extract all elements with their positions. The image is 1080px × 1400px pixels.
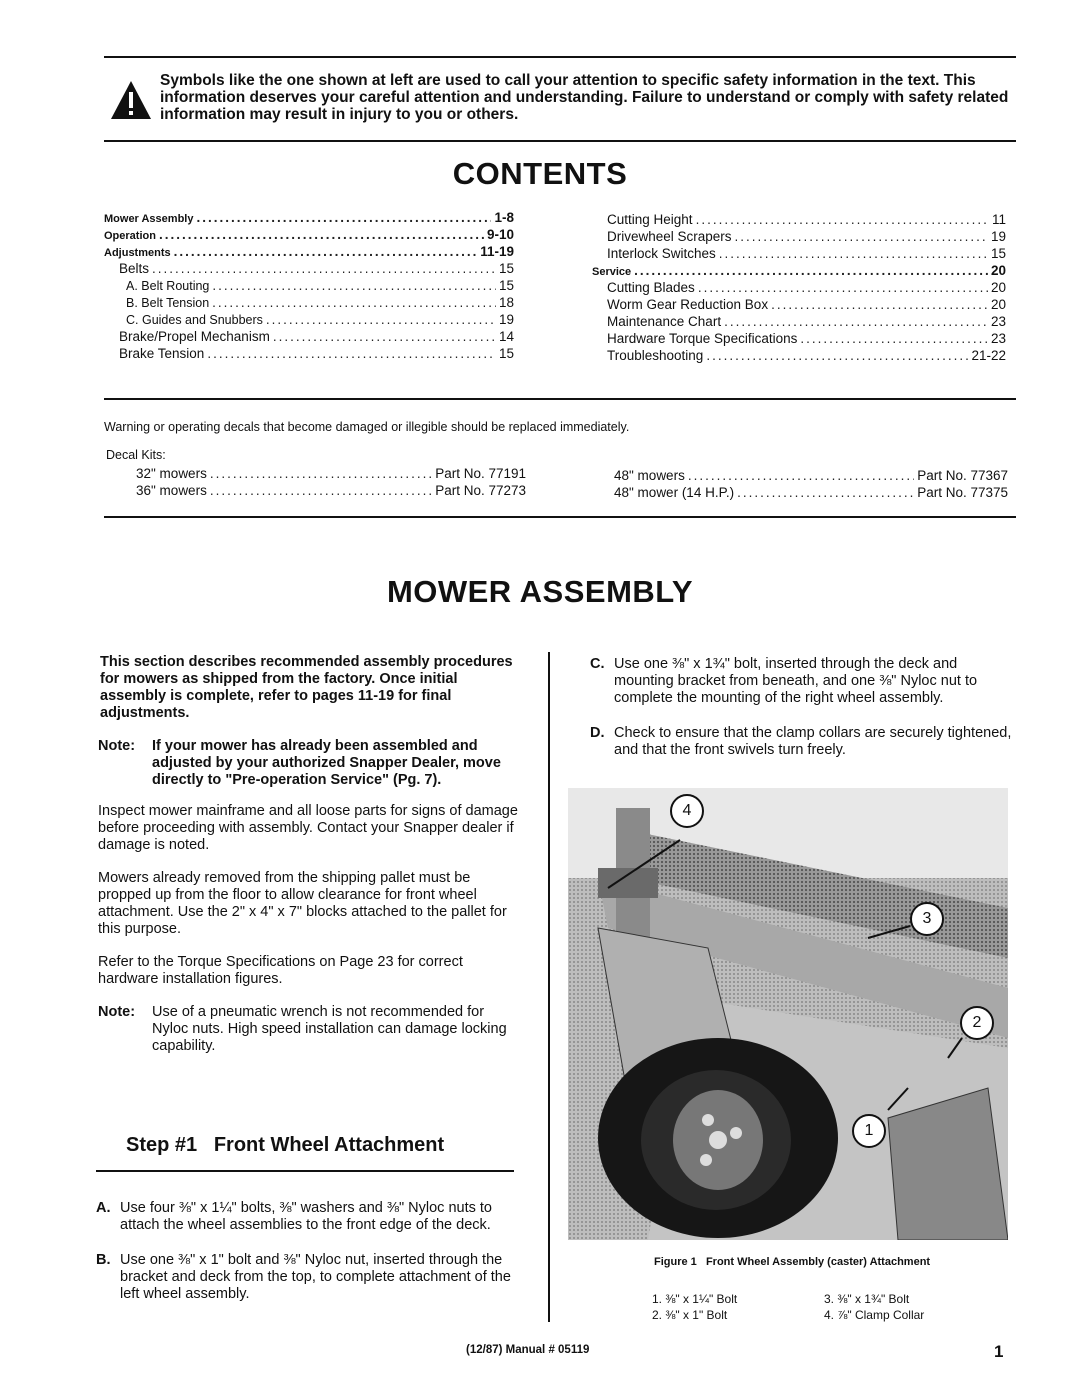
toc-entry — [592, 212, 1006, 229]
entry-label: Mower Assembly — [104, 213, 194, 225]
leader-dots — [724, 314, 988, 329]
entry-page: Part No. 77375 — [917, 485, 1008, 500]
toc-entry — [592, 229, 1006, 246]
part-item: 3. ⅜" x 1¾" Bolt — [824, 1292, 910, 1306]
toc-entry — [104, 278, 514, 295]
step-title: Step #1 Front Wheel Attachment — [126, 1134, 445, 1156]
figure-photo — [568, 788, 1008, 1240]
toc-left — [104, 210, 514, 363]
leader-dots — [800, 331, 988, 346]
entry-page: Part No. 77273 — [435, 483, 526, 498]
leader-dots — [196, 210, 491, 225]
entry-label: 48" mower (14 H.P.) — [614, 485, 735, 500]
toc-entry — [614, 485, 1008, 502]
leader-dots — [152, 261, 496, 276]
toc-entry — [592, 331, 1006, 348]
toc-entry — [592, 297, 1006, 314]
leader-dots — [771, 297, 988, 312]
step-letter: B. — [96, 1252, 111, 1268]
step-text: Use one ⅜" x 1¾" bolt, inserted through the deck and mounting bracket from beneath, and one ⅜" Nyloc nut to complete the mounting of the right wheel assembly. — [614, 656, 978, 706]
decal-warning: Warning or operating decals that become damaged or illegible should be replaced immediately. — [104, 420, 630, 434]
step-d — [590, 725, 1014, 759]
step-a — [96, 1200, 516, 1234]
toc-entry — [104, 244, 514, 261]
step-b — [96, 1252, 516, 1303]
entry-label: 48" mowers — [614, 468, 685, 483]
leader-dots — [719, 246, 988, 261]
entry-page: 23 — [990, 331, 1006, 346]
top-rule — [104, 56, 1016, 58]
paragraph-torque: Refer to the Torque Specifications on Page 23 for correct hardware installation figures. — [98, 954, 463, 987]
entry-page: 18 — [498, 295, 514, 310]
leader-dots — [210, 466, 432, 481]
toc-entry — [592, 280, 1006, 297]
callout-1: 1 — [852, 1114, 886, 1148]
assembly-title: MOWER ASSEMBLY — [386, 574, 694, 609]
step-text: Use four ⅜" x 1¼" bolts, ⅜" washers and ⅜" Nyloc nuts to attach the wheel assemblies to the front edge of the deck. — [120, 1200, 492, 1233]
leader-dots — [273, 329, 496, 344]
part-item: 4. ⅞" Clamp Collar — [824, 1308, 925, 1322]
part-item: 1. ⅜" x 1¼" Bolt — [652, 1292, 738, 1306]
entry-page: 21-22 — [971, 348, 1006, 363]
steps-left — [96, 1200, 516, 1303]
steps-right — [590, 656, 1014, 759]
entry-label: Operation — [104, 230, 156, 242]
leader-dots — [212, 278, 496, 293]
toc-entry — [104, 261, 514, 278]
entry-page: 15 — [498, 346, 514, 361]
toc-entry — [592, 246, 1006, 263]
leader-dots — [706, 348, 968, 363]
contents-rule — [104, 398, 1016, 400]
toc-entry — [104, 295, 514, 312]
entry-label: Cutting Blades — [607, 280, 695, 295]
entry-label: Adjustments — [104, 247, 171, 259]
figure-caption: Figure 1 Front Wheel Assembly (caster) Attachment — [654, 1256, 931, 1268]
entry-label: Drivewheel Scrapers — [607, 229, 732, 244]
entry-label: Troubleshooting — [607, 348, 704, 363]
left-column — [98, 654, 520, 1055]
safety-rule — [104, 140, 1016, 142]
safety-notice: Symbols like the one shown at left are used to call your attention to specific safety information in the text. This information deserves your careful attention and understanding. Failure to understand or comply with safety related information may result in injury to you or others. — [160, 72, 1009, 123]
entry-label: Worm Gear Reduction Box — [607, 297, 769, 312]
contents-title: CONTENTS — [452, 156, 628, 191]
entry-label: Belts — [119, 261, 150, 276]
decal-list-right — [614, 468, 1008, 502]
part-item: 2. ⅜" x 1" Bolt — [652, 1308, 728, 1322]
callout-3: 3 — [910, 902, 944, 936]
entry-label: 36" mowers — [136, 483, 207, 498]
entry-label: Service — [592, 266, 632, 278]
decal-rule — [104, 516, 1016, 518]
entry-page: 23 — [990, 314, 1006, 329]
toc-entry — [104, 329, 514, 346]
note-pneumatic — [98, 1004, 520, 1055]
entry-page: 15 — [498, 278, 514, 293]
toc-entry — [592, 263, 1006, 280]
toc-entry — [136, 483, 526, 500]
leader-dots — [737, 485, 914, 500]
entry-page: 20 — [990, 263, 1006, 278]
entry-page: 15 — [990, 246, 1006, 261]
leader-dots — [210, 483, 432, 498]
entry-label: Brake Tension — [119, 346, 205, 361]
note-label: Note: — [98, 738, 136, 754]
toc-entry — [136, 466, 526, 483]
step-text: Check to ensure that the clamp collars are securely tightened, and that the front swivels turn freely. — [614, 725, 1012, 758]
leader-dots — [266, 312, 496, 327]
step-c — [590, 656, 1014, 707]
assembly-intro: This section describes recommended assembly procedures for mowers as shipped from the factory. Once initial assembly is complete, refer to pages 11-19 for final adjustments. — [100, 654, 513, 721]
entry-label: Interlock Switches — [607, 246, 716, 261]
entry-label: 32" mowers — [136, 466, 207, 481]
leader-dots — [634, 263, 988, 278]
leader-dots — [698, 280, 988, 295]
entry-page: 11-19 — [480, 244, 514, 259]
leader-dots — [207, 346, 496, 361]
leader-dots — [212, 295, 496, 310]
entry-page: 19 — [990, 229, 1006, 244]
front-wheel-photo — [568, 788, 1008, 1240]
entry-label: B. Belt Tension — [126, 296, 210, 310]
entry-page: Part No. 77367 — [917, 468, 1008, 483]
entry-page: 19 — [498, 312, 514, 327]
toc-entry — [614, 468, 1008, 485]
decal-kits-label: Decal Kits: — [106, 448, 166, 462]
step-letter: D. — [590, 725, 605, 741]
entry-page: 11 — [991, 212, 1006, 227]
entry-label: Maintenance Chart — [607, 314, 722, 329]
entry-page: 14 — [498, 329, 514, 344]
paragraph-pallet: Mowers already removed from the shipping pallet must be propped up from the floor to allow clearance for front wheel attachment. Use the 2" x 4" x 7" blocks attached to the pallet for this purpose. — [98, 870, 507, 937]
entry-label: Cutting Height — [607, 212, 693, 227]
callout-2: 2 — [960, 1006, 994, 1040]
leader-dots — [688, 468, 914, 483]
note-text: Use of a pneumatic wrench is not recommended for Nyloc nuts. High speed installation can damage locking capability. — [152, 1004, 507, 1054]
entry-label: Hardware Torque Specifications — [607, 331, 798, 346]
entry-label: C. Guides and Snubbers — [126, 313, 263, 327]
toc-entry — [104, 227, 514, 244]
step-rule — [96, 1170, 514, 1172]
entry-page: 1-8 — [494, 210, 514, 225]
decal-list-left — [136, 466, 526, 500]
column-divider — [548, 652, 550, 1322]
entry-page: 20 — [990, 297, 1006, 312]
toc-entry — [104, 312, 514, 329]
entry-page: Part No. 77191 — [435, 466, 526, 481]
toc-entry — [592, 314, 1006, 331]
manual-number: (12/87) Manual # 05119 — [466, 1344, 590, 1356]
entry-label: Brake/Propel Mechanism — [119, 329, 270, 344]
note-text: If your mower has already been assembled and adjusted by your authorized Snapper Dealer, move directly to "Pre-operation Service" (Pg. 7). — [152, 738, 501, 788]
toc-entry — [592, 348, 1006, 365]
toc-right — [592, 212, 1006, 365]
leader-dots — [735, 229, 988, 244]
callout-4: 4 — [670, 794, 704, 828]
leader-dots — [174, 244, 478, 259]
parts-list — [652, 1292, 982, 1322]
toc-entry — [104, 210, 514, 227]
note-preassembled — [98, 738, 520, 789]
page-number: 1 — [994, 1342, 1004, 1361]
leader-dots — [159, 227, 484, 242]
entry-page: 20 — [990, 280, 1006, 295]
entry-label: A. Belt Routing — [126, 279, 210, 293]
step-letter: A. — [96, 1200, 111, 1216]
entry-page: 9-10 — [486, 227, 514, 242]
entry-page: 15 — [498, 261, 514, 276]
toc-entry — [104, 346, 514, 363]
note-label: Note: — [98, 1004, 136, 1020]
step-letter: C. — [590, 656, 605, 672]
warning-triangle-icon — [110, 80, 152, 120]
paragraph-inspect: Inspect mower mainframe and all loose parts for signs of damage before proceeding with assembly. Contact your Snapper dealer if damage is noted. — [98, 803, 518, 853]
leader-dots — [696, 212, 989, 227]
step-text: Use one ⅜" x 1" bolt and ⅜" Nyloc nut, inserted through the bracket and deck from the top, to complete attachment of the left wheel assembly. — [120, 1252, 511, 1302]
